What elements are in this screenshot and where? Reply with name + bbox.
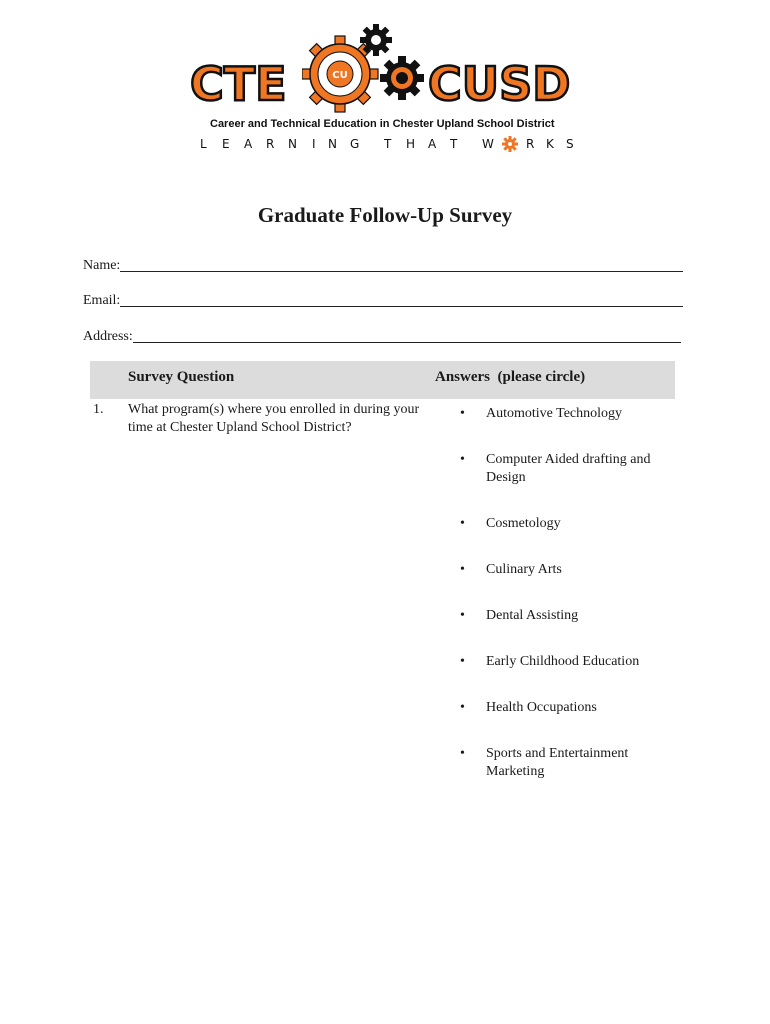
email-label: Email:	[83, 293, 121, 308]
answer-option[interactable]	[460, 515, 680, 561]
tagline-letter: A	[244, 137, 253, 151]
bullet-icon: •	[460, 452, 465, 467]
tagline-letter: R	[266, 137, 275, 151]
tagline-letter: T	[450, 137, 458, 151]
email-field[interactable]	[83, 292, 683, 309]
question-number: 1.	[93, 402, 104, 417]
answer-label: Cosmetology	[486, 516, 561, 531]
tagline-letter: L	[200, 137, 207, 151]
gears-seal-icon	[302, 18, 428, 118]
answer-label: Automotive Technology	[486, 406, 623, 421]
tagline-letter: I	[312, 137, 316, 151]
tagline-letter: R	[526, 137, 535, 151]
bullet-icon: •	[460, 406, 465, 421]
answer-label: Dental Assisting	[486, 608, 579, 623]
answer-label: Computer Aided drafting and Design	[486, 452, 651, 485]
answer-option[interactable]	[460, 405, 680, 451]
header-answers: Answers (please circle)	[435, 369, 586, 385]
tagline-letter: E	[222, 137, 230, 151]
tagline-letter: N	[328, 137, 337, 151]
answer-option[interactable]	[460, 561, 680, 607]
gear-icon	[502, 136, 518, 152]
bullet-icon: •	[460, 608, 465, 623]
tagline-letter: T	[384, 137, 392, 151]
answer-label: Health Occupations	[486, 700, 597, 715]
answer-label: Early Childhood Education	[486, 654, 640, 669]
name-input-line[interactable]	[120, 257, 683, 272]
bullet-icon: •	[460, 654, 465, 669]
name-label: Name:	[83, 258, 121, 273]
survey-table-header	[90, 361, 675, 399]
cte-cusd-logo	[190, 18, 580, 158]
answer-option[interactable]	[460, 745, 680, 809]
address-field[interactable]	[83, 328, 681, 345]
answer-label: Culinary Arts	[486, 562, 562, 577]
tagline-letter: A	[428, 137, 437, 151]
answer-option[interactable]	[460, 607, 680, 653]
answer-option[interactable]	[460, 653, 680, 699]
bullet-icon: •	[460, 746, 465, 761]
question-text: What program(s) where you enrolled in during your time at Chester Upland School District?	[128, 402, 420, 435]
tagline-letter: S	[566, 137, 574, 151]
answer-label: Sports and Entertainment Marketing	[486, 746, 629, 779]
email-input-line[interactable]	[120, 292, 683, 307]
logo-tagline	[200, 137, 580, 153]
address-input-line[interactable]	[133, 328, 681, 343]
tagline-letter: W	[482, 137, 494, 151]
bullet-icon: •	[460, 562, 465, 577]
bullet-icon: •	[460, 516, 465, 531]
answer-option[interactable]	[460, 699, 680, 745]
svg-text:CU: CU	[332, 70, 348, 81]
tagline-letter: K	[546, 137, 554, 151]
answer-list	[460, 405, 680, 809]
tagline-letter: G	[350, 137, 360, 151]
page-title: Graduate Follow-Up Survey	[257, 203, 513, 227]
name-field[interactable]	[83, 257, 683, 274]
address-label: Address:	[83, 329, 133, 344]
logo-cusd-word: CUSD	[428, 57, 571, 111]
tagline-letter: N	[288, 137, 297, 151]
tagline-letter: H	[406, 137, 416, 151]
logo-subtitle: Career and Technical Education in Chester Upland School District	[210, 118, 555, 130]
header-survey-question: Survey Question	[128, 369, 235, 385]
answer-option[interactable]	[460, 451, 680, 515]
logo-cte-word: CTE	[190, 57, 287, 111]
bullet-icon: •	[460, 700, 465, 715]
